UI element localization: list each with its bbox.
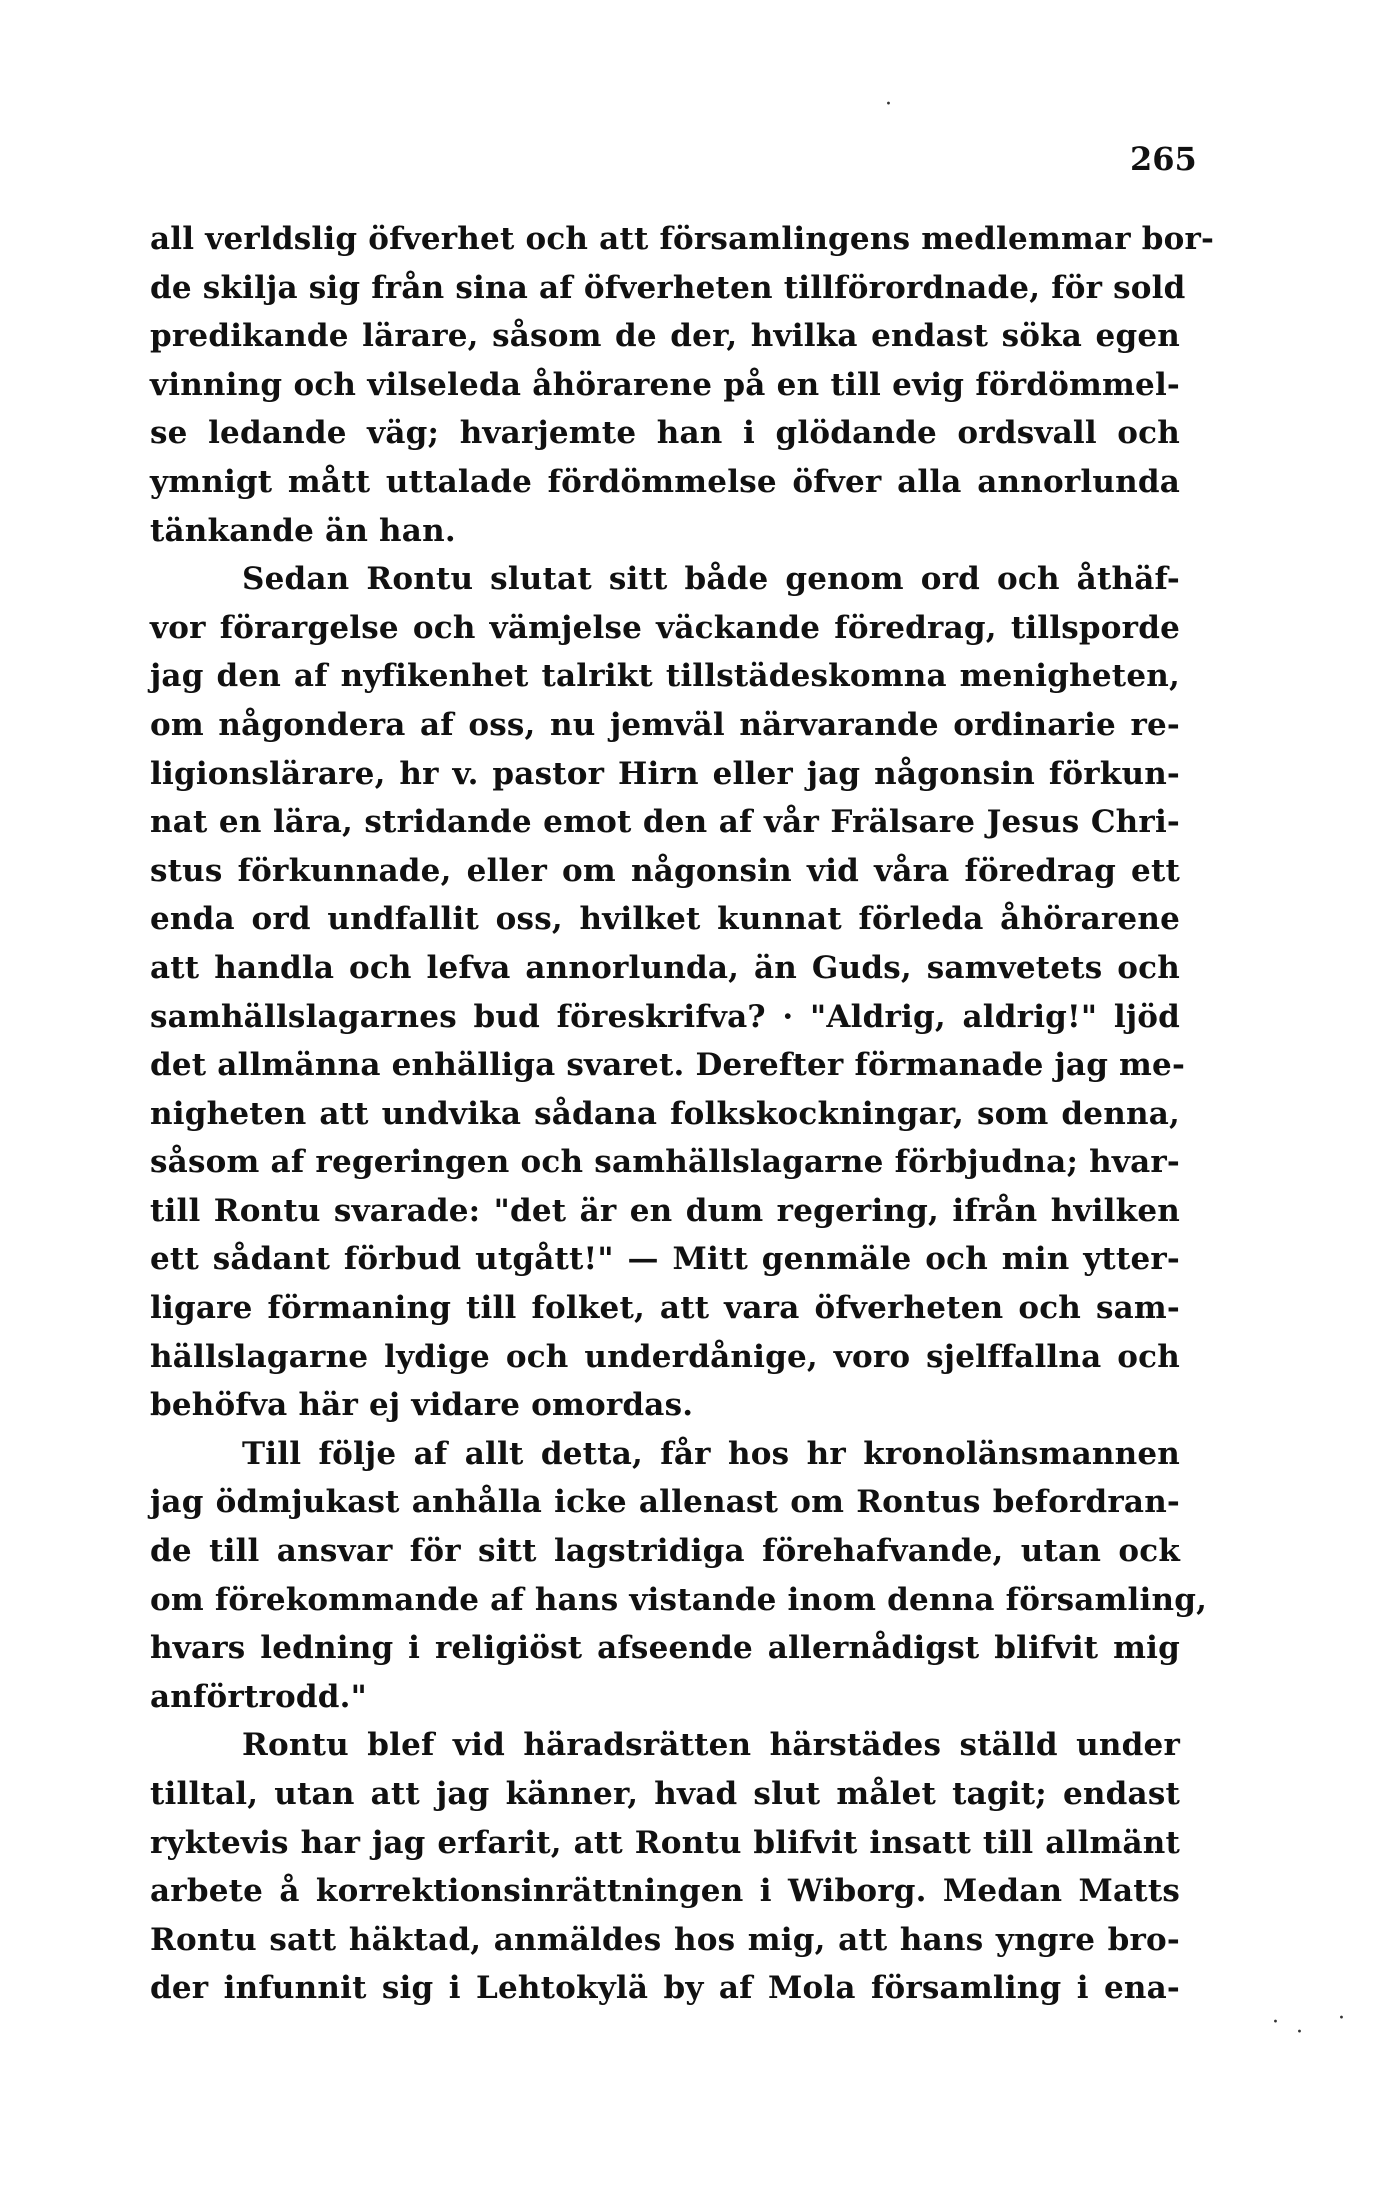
text-line: om någondera af oss, nu jemväl närvarande ordinarie re-: [150, 706, 1180, 743]
text-line: ligionslärare, hr v. pastor Hirn eller jag någonsin förkun-: [150, 755, 1180, 792]
text-line: anförtrodd.": [150, 1678, 367, 1715]
text-line: stus förkunnade, eller om någonsin vid våra föredrag ett: [150, 852, 1180, 889]
text-line: enda ord undfallit oss, hvilket kunnat förleda åhörarene: [150, 901, 1180, 938]
text-line: ett sådant förbud utgått!" — Mitt genmäle och min ytter-: [150, 1241, 1180, 1278]
scan-speck: ·: [885, 92, 892, 117]
text-line: jag den af nyfikenhet talrikt tillstädeskomna menigheten,: [150, 658, 1180, 695]
text-line: ryktevis har jag erfarit, att Rontu blifvit insatt till allmänt: [150, 1824, 1180, 1861]
text-line: predikande lärare, såsom de der, hvilka endast söka egen: [150, 318, 1180, 355]
text-line: det allmänna enhälliga svaret. Derefter förmanade jag me-: [150, 1047, 1186, 1084]
page-number: 265: [1130, 140, 1197, 178]
text-line: der infunnit sig i Lehtokylä by af Mola församling i ena-: [150, 1970, 1180, 2007]
text-line: nigheten att undvika sådana folkskockningar, som denna,: [150, 1095, 1180, 1132]
text-line: samhällslagarnes bud föreskrifva? · "Aldrig, aldrig!" ljöd: [150, 998, 1180, 1035]
body-text: [150, 215, 1215, 2013]
text-line: om förekommande af hans vistande inom denna församling,: [150, 1581, 1208, 1618]
text-line: jag ödmjukast anhålla icke allenast om Rontus befordran-: [150, 1484, 1180, 1521]
text-line: ymnigt mått uttalade fördömmelse öfver alla annorlunda: [150, 463, 1180, 500]
scan-speck: ·: [1272, 2010, 1279, 2035]
text-line: de till ansvar för sitt lagstridiga förehafvande, utan ock: [150, 1533, 1180, 1570]
text-line: till Rontu svarade: "det är en dum regering, ifrån hvilken: [150, 1192, 1180, 1229]
text-line: att handla och lefva annorlunda, än Guds, samvetets och: [150, 949, 1180, 986]
text-line: Till följe af allt detta, får hos hr kronolänsmannen: [242, 1435, 1180, 1472]
text-line: vinning och vilseleda åhörarene på en till evig fördömmel-: [150, 366, 1180, 403]
text-line: tänkande än han.: [150, 512, 456, 549]
text-line: se ledande väg; hvarjemte han i glödande ordsvall och: [150, 415, 1180, 452]
text-line: de skilja sig från sina af öfverheten tillförordnade, för sold: [150, 269, 1186, 306]
text-line: arbete å korrektionsinrättningen i Wiborg. Medan Matts: [150, 1873, 1180, 1910]
text-line: Rontu blef vid häradsrätten härstädes ställd under: [242, 1727, 1180, 1764]
text-line: såsom af regeringen och samhällslagarne förbjudna; hvar-: [150, 1144, 1180, 1181]
scan-speck: ·: [1296, 2020, 1303, 2045]
text-line: Sedan Rontu slutat sitt både genom ord och åthäf-: [242, 561, 1180, 598]
text-line: behöfva här ej vidare omordas.: [150, 1387, 694, 1424]
text-line: nat en lära, stridande emot den af vår Frälsare Jesus Chri-: [150, 804, 1180, 841]
text-line: Rontu satt häktad, anmäldes hos mig, att hans yngre bro-: [150, 1921, 1180, 1958]
text-line: ligare förmaning till folket, att vara öfverheten och sam-: [150, 1290, 1180, 1327]
text-line: hällslagarne lydige och underdånige, voro sjelffallna och: [150, 1338, 1180, 1375]
text-line: tilltal, utan att jag känner, hvad slut målet tagit; endast: [150, 1776, 1180, 1812]
text-line: all verldslig öfverhet och att församlingens medlemmar bor-: [150, 221, 1215, 257]
scan-speck: ·: [1338, 2006, 1345, 2031]
text-line: vor förargelse och vämjelse väckande föredrag, tillsporde: [150, 609, 1180, 646]
text-line: hvars ledning i religiöst afseende allernådigst blifvit mig: [150, 1630, 1180, 1667]
